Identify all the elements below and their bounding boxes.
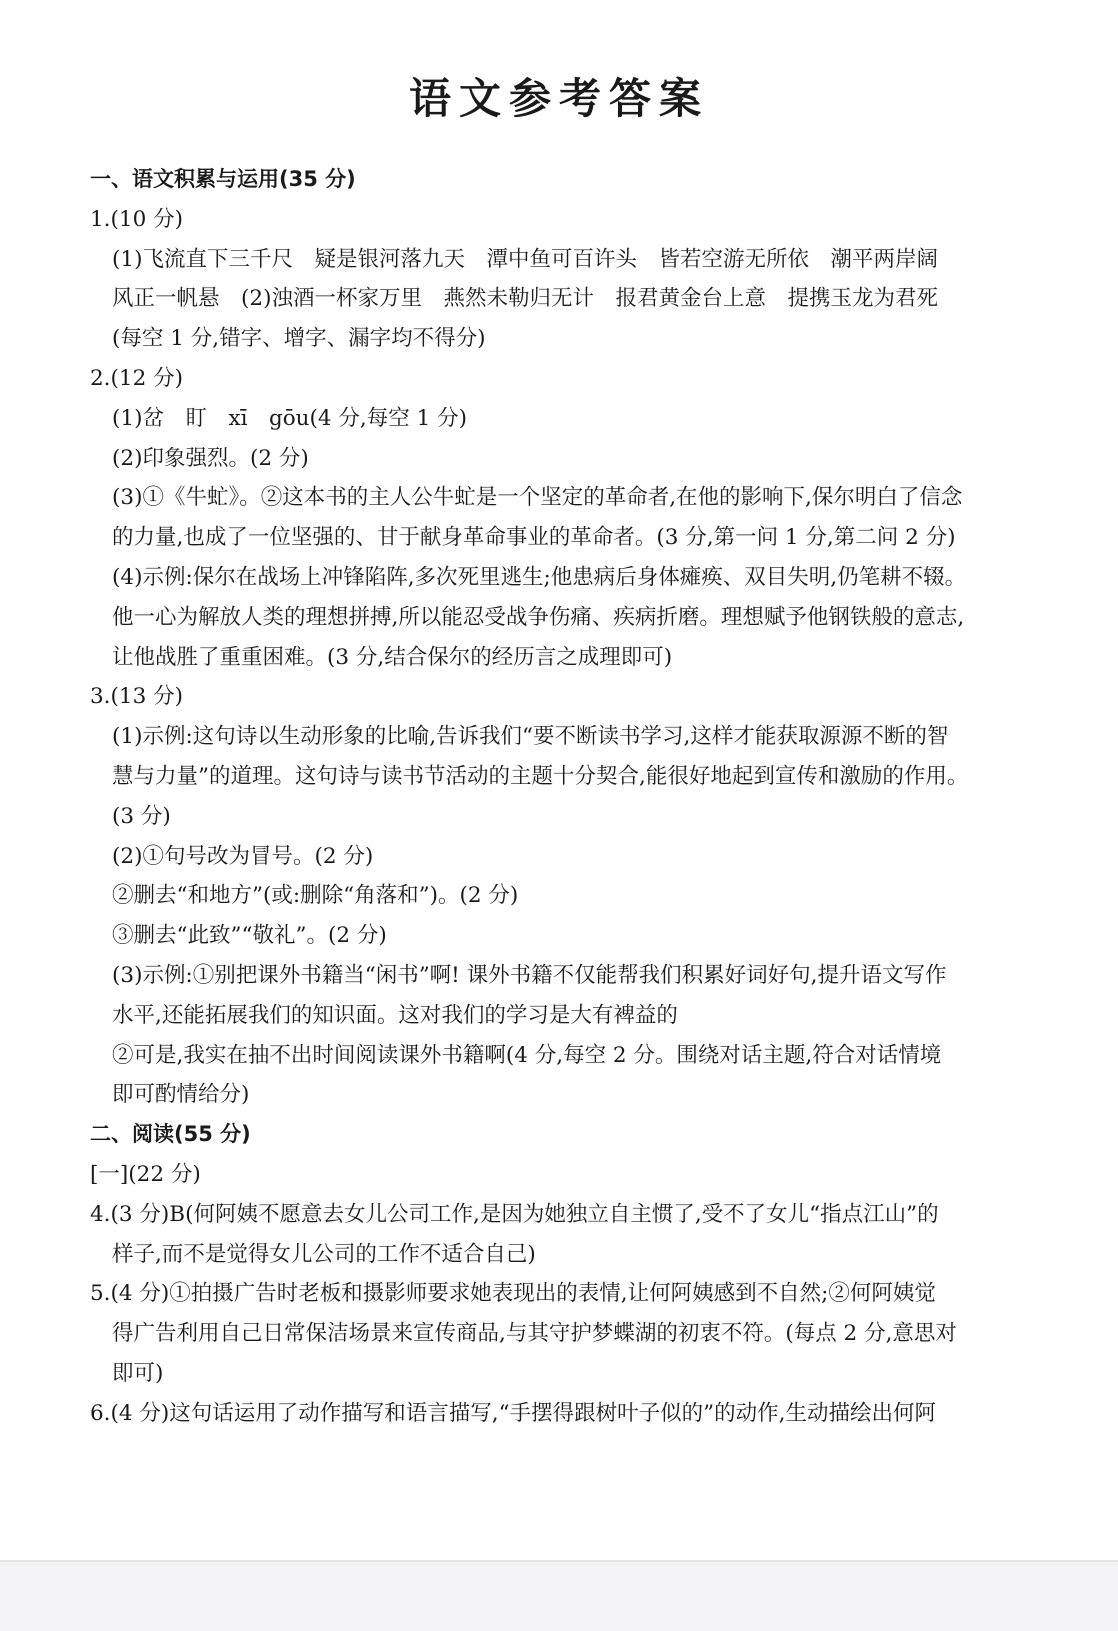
answer-line: 5.(4 分)①拍摄广告时老板和摄影师要求她表现出的表情,让何阿姨感到不自然;②何阿姨觉 [90,1281,936,1307]
answer-line: (2)①句号改为冒号。(2 分) [112,843,374,869]
answer-line: 让他战胜了重重困难。(3 分,结合保尔的经历言之成理即可) [112,644,673,670]
answer-line: (1)飞流直下三千尺 疑是银河落九天 潭中鱼可百许头 皆若空游无所依 潮平两岸阔 [112,246,938,272]
answer-line: 风正一帆悬 (2)浊酒一杯家万里 燕然未勒归无计 报君黄金台上意 提携玉龙为君死 [112,286,938,312]
answer-line: 即可酌情给分) [112,1082,250,1108]
answer-line: (1)示例:这句诗以生动形象的比喻,告诉我们“要不断读书学习,这样才能获取源源不断的智 [112,724,949,750]
answer-line: 4.(3 分)B(何阿姨不愿意去女儿公司工作,是因为她独立自主惯了,受不了女儿“指点江山”的 [90,1201,939,1227]
answer-content [90,160,1056,1434]
viewer-bottom-bar [0,1560,1118,1631]
answer-line: 6.(4 分)这句话运用了动作描写和语言描写,“手摆得跟树叶子似的”的动作,生动描绘出何阿 [90,1400,936,1426]
answer-line: 的力量,也成了一位坚强的、甘于献身革命事业的革命者。(3 分,第一问 1 分,第二问 2 分) [112,525,956,551]
answer-line: [一](22 分) [90,1161,201,1187]
answer-line: (每空 1 分,错字、增字、漏字均不得分) [112,326,486,352]
answer-line: 慧与力量”的道理。这句诗与读书节活动的主题十分契合,能很好地起到宣传和激励的作用。 [112,763,969,789]
page-title: 语文参考答案 [408,74,709,123]
section-heading: 一、语文积累与运用(35 分) [90,167,356,191]
answer-line: 他一心为解放人类的理想拼搏,所以能忍受战争伤痛、疾病折磨。理想赋予他钢铁般的意志, [112,604,965,630]
section-heading: 二、阅读(55 分) [90,1122,251,1147]
answer-line: 得广告利用自己日常保洁场景来宣传商品,与其守护梦蝶湖的初衷不符。(每点 2 分,意思对 [112,1321,957,1347]
answer-line: 水平,还能拓展我们的知识面。这对我们的学习是大有裨益的 [112,1002,678,1028]
answer-line: ②删去“和地方”(或:删除“角落和”)。(2 分) [112,883,519,909]
answer-line: 1.(10 分) [90,206,183,232]
answer-line: (3 分) [112,803,171,829]
answer-line: 样子,而不是觉得女儿公司的工作不适合自己) [112,1241,536,1267]
answer-line: 2.(12 分) [90,365,183,391]
answer-line: 3.(13 分) [90,684,183,710]
answer-line: ③删去“此致”“敬礼”。(2 分) [112,923,387,949]
answer-line: (2)印象强烈。(2 分) [112,445,309,471]
answer-line: (4)示例:保尔在战场上冲锋陷阵,多次死里逃生;他患病后身体瘫痪、双目失明,仍笔耕不辍。 [112,564,967,590]
answer-line: 即可) [112,1360,164,1386]
answer-line: ②可是,我实在抽不出时间阅读课外书籍啊(4 分,每空 2 分。围绕对话主题,符合对话情境 [112,1042,942,1068]
answer-line: (3)示例:①别把课外书籍当“闲书”啊! 课外书籍不仅能帮我们积累好词好句,提升语文写作 [112,962,947,988]
answer-line: (1)岔 盯 xī gōu(4 分,每空 1 分) [112,405,467,431]
answer-line: (3)①《牛虻》。②这本书的主人公牛虻是一个坚定的革命者,在他的影响下,保尔明白了信念 [112,485,963,511]
